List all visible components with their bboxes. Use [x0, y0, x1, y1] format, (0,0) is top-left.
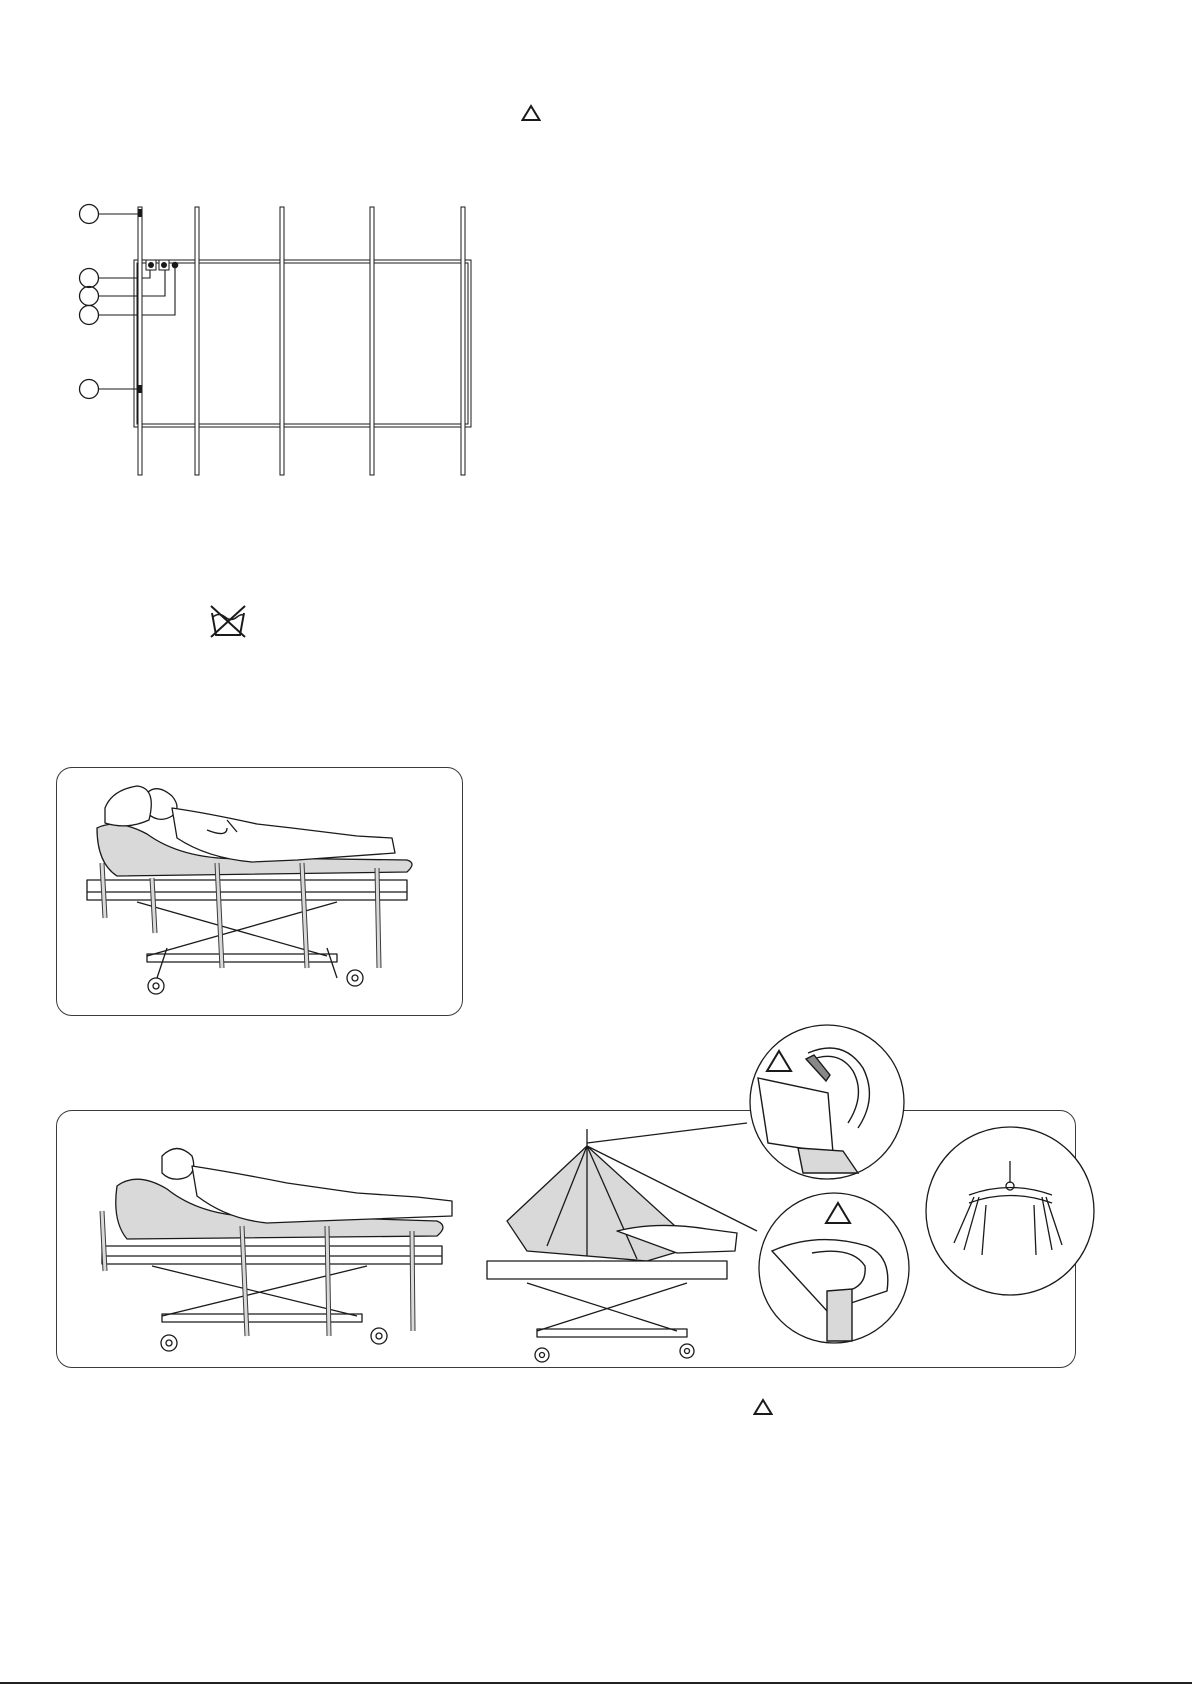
top-warning-triangle-icon — [521, 104, 541, 122]
illustration-panel-1 — [56, 767, 463, 1016]
sling-diagram — [70, 195, 480, 485]
patient-on-trolley-illustration — [57, 768, 462, 1015]
illustration-panel-2 — [56, 1110, 1076, 1368]
do-not-wash-icon — [208, 603, 248, 639]
page-bottom-rule — [0, 1682, 1192, 1684]
bottom-warning-triangle-icon — [753, 1398, 773, 1416]
lifting-sequence-illustration — [57, 1111, 1075, 1367]
detail-inset-spreader-bar — [924, 1125, 1097, 1298]
callout-markers — [80, 205, 99, 399]
detail-inset-hook-2 — [757, 1191, 912, 1346]
detail-inset-hook-1 — [748, 1023, 906, 1181]
